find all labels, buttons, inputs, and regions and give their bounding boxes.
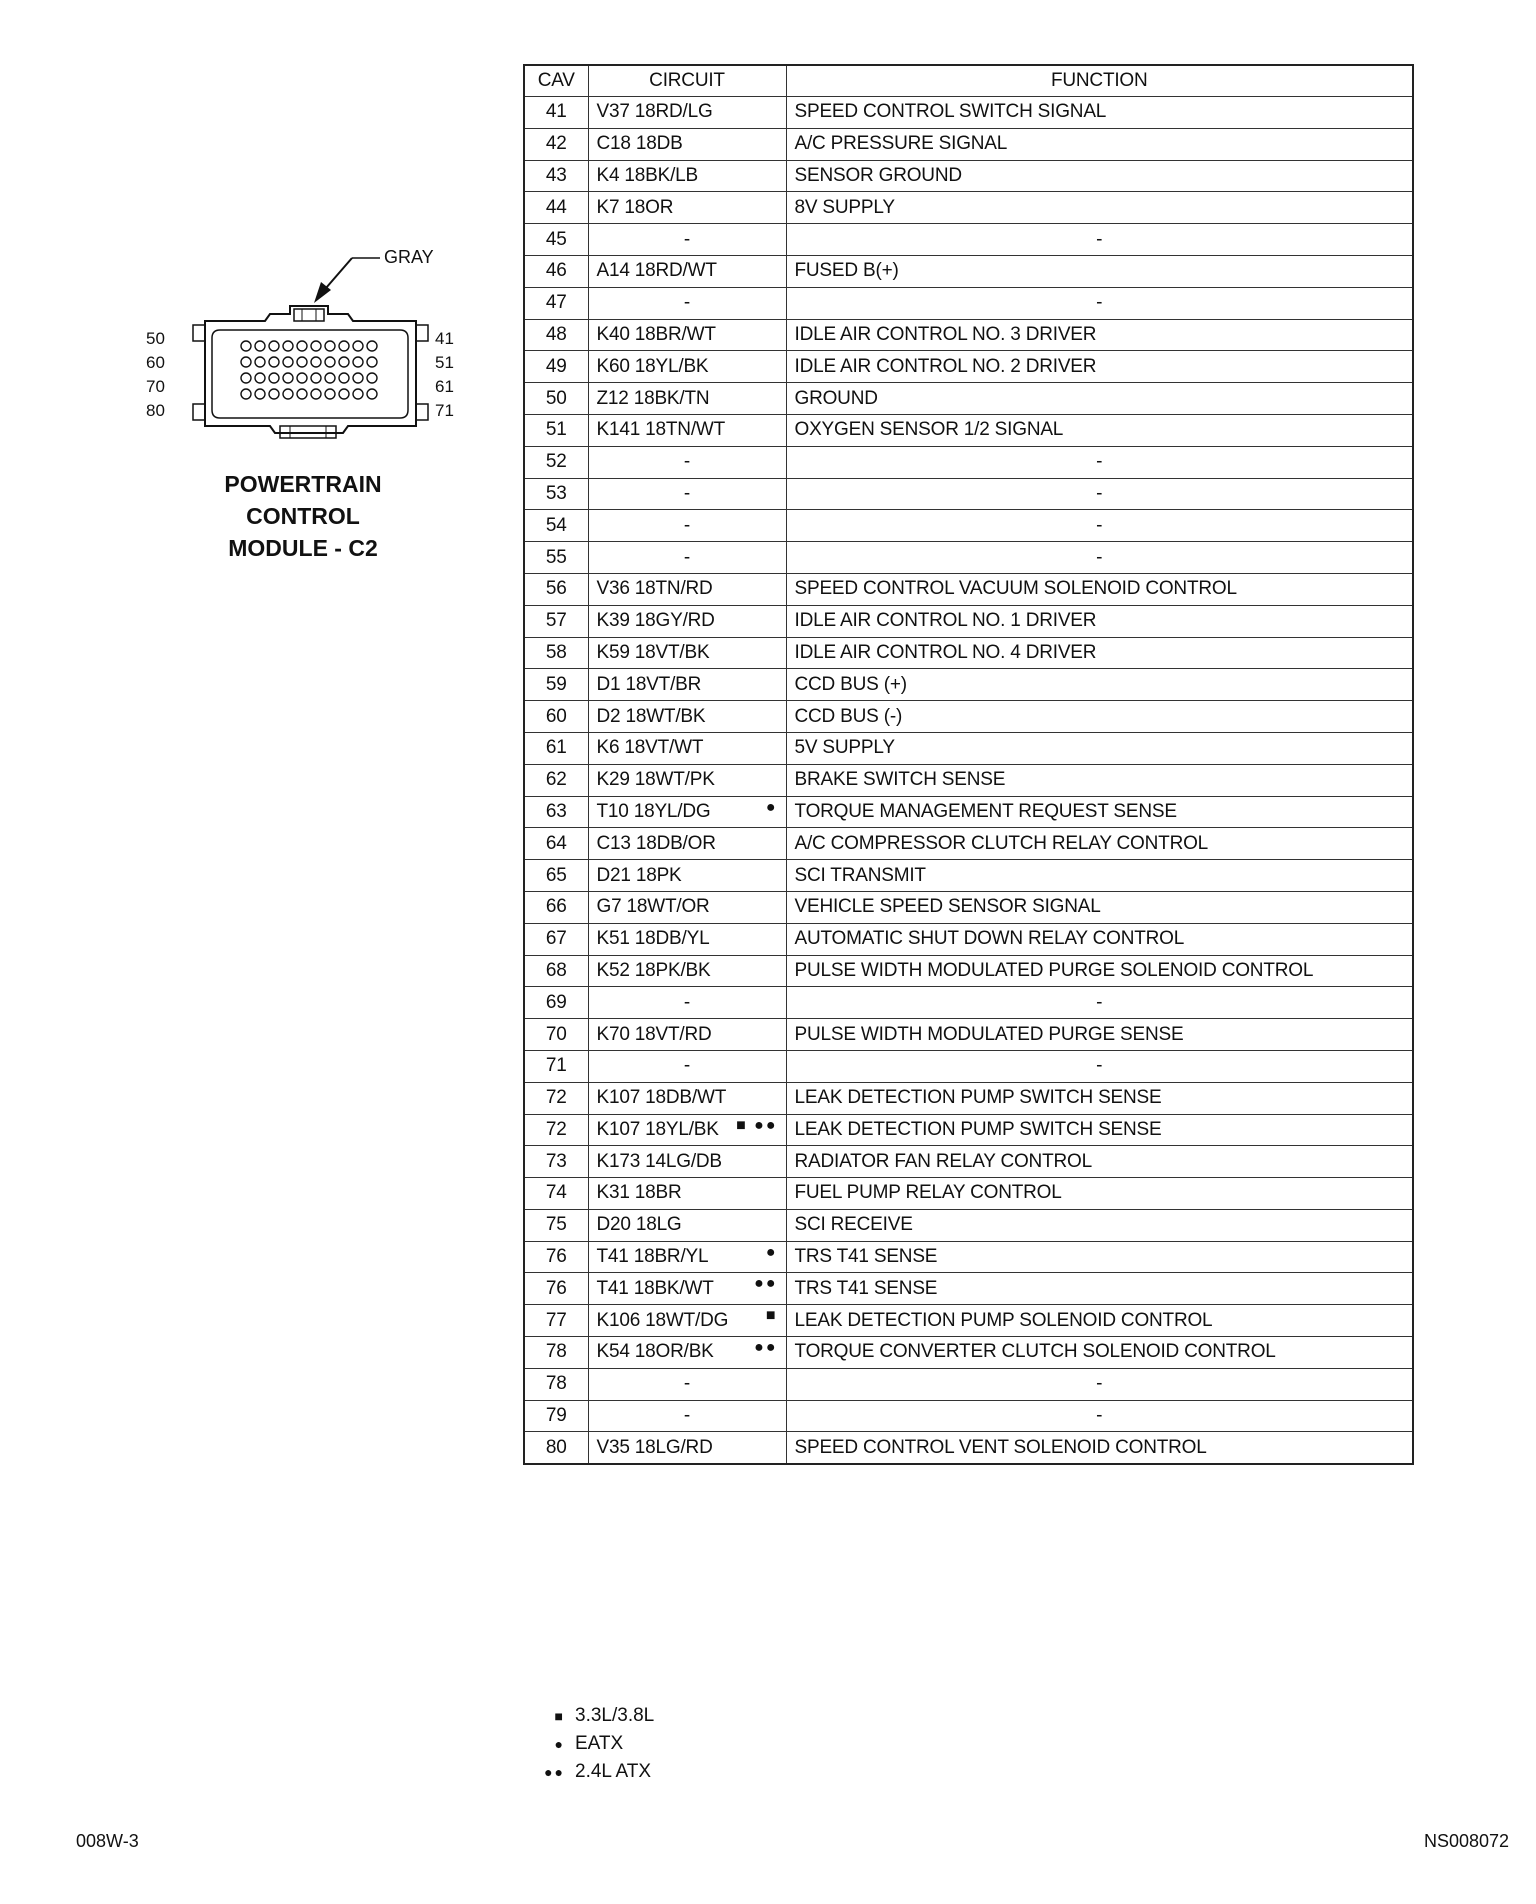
table-row [524, 192, 1413, 224]
legend-item [523, 1758, 654, 1786]
circuit-text: K70 18VT/RD [596, 1023, 712, 1045]
table-row [524, 764, 1413, 796]
double-dot-bullet-icon: ●● [544, 1764, 565, 1780]
table-body [524, 97, 1413, 1465]
circuit-cell [588, 383, 786, 415]
circuit-text: C18 18DB [596, 133, 683, 155]
cav-cell: 46 [524, 255, 588, 287]
connector-pin [353, 373, 363, 383]
circuit-text: D2 18WT/BK [596, 705, 706, 727]
circuit-cell [588, 542, 786, 574]
function-cell: FUSED B(+) [786, 255, 1413, 287]
cav-cell: 75 [524, 1209, 588, 1241]
variant-marker-icon: ●● [754, 1339, 778, 1357]
circuit-text: V35 18LG/RD [596, 1436, 713, 1458]
circuit-text: - [683, 1405, 691, 1427]
connector-pin [255, 389, 265, 399]
circuit-cell [588, 891, 786, 923]
table-row [524, 542, 1413, 574]
function-cell: - [786, 478, 1413, 510]
footer-right-code: NS008072 [1424, 1831, 1510, 1851]
circuit-text: - [683, 1055, 691, 1077]
function-cell: 8V SUPPLY [786, 192, 1413, 224]
cav-cell: 68 [524, 955, 588, 987]
connector-pin [311, 357, 321, 367]
function-cell: TORQUE CONVERTER CLUTCH SOLENOID CONTROL [786, 1337, 1413, 1369]
circuit-cell [588, 351, 786, 383]
connector-pin [241, 389, 251, 399]
cav-cell: 51 [524, 414, 588, 446]
circuit-cell [588, 97, 786, 129]
function-cell: 5V SUPPLY [786, 732, 1413, 764]
circuit-text: D21 18PK [596, 864, 682, 886]
table-row [524, 1368, 1413, 1400]
cav-cell: 54 [524, 510, 588, 542]
cav-cell: 43 [524, 160, 588, 192]
table-row [524, 891, 1413, 923]
table-row [524, 1305, 1413, 1337]
table-row [524, 1082, 1413, 1114]
connector-pin [339, 389, 349, 399]
variant-marker-icon: ● [765, 798, 778, 816]
circuit-text: - [683, 1373, 691, 1395]
function-cell: CCD BUS (+) [786, 669, 1413, 701]
table-row [524, 414, 1413, 446]
table-row [524, 669, 1413, 701]
connector-pin [283, 389, 293, 399]
function-cell: - [786, 446, 1413, 478]
circuit-cell [588, 1019, 786, 1051]
table-row [524, 605, 1413, 637]
table-row [524, 97, 1413, 129]
circuit-cell [588, 1305, 786, 1337]
header-circuit: CIRCUIT [588, 65, 786, 97]
pin-label-80: 80 [146, 401, 165, 420]
function-cell: TRS T41 SENSE [786, 1273, 1413, 1305]
connector-pin [255, 357, 265, 367]
table-row [524, 796, 1413, 828]
cav-cell: 41 [524, 97, 588, 129]
connector-figure [130, 236, 470, 566]
circuit-cell [588, 669, 786, 701]
table-row [524, 478, 1413, 510]
table-row [524, 1050, 1413, 1082]
connector-pin [367, 357, 377, 367]
circuit-text: K60 18YL/BK [596, 355, 709, 377]
function-cell: IDLE AIR CONTROL NO. 2 DRIVER [786, 351, 1413, 383]
circuit-text: K29 18WT/PK [596, 769, 715, 791]
connector-pin [241, 373, 251, 383]
circuit-cell [588, 732, 786, 764]
connector-pin [241, 341, 251, 351]
table-row [524, 637, 1413, 669]
table-row [524, 1432, 1413, 1464]
connector-pin [283, 357, 293, 367]
circuit-cell [588, 192, 786, 224]
function-cell: TORQUE MANAGEMENT REQUEST SENSE [786, 796, 1413, 828]
function-cell: OXYGEN SENSOR 1/2 SIGNAL [786, 414, 1413, 446]
cav-cell: 76 [524, 1241, 588, 1273]
cav-cell: 48 [524, 319, 588, 351]
table-row [524, 1114, 1413, 1146]
circuit-text: V37 18RD/LG [596, 101, 713, 123]
circuit-text: V36 18TN/RD [596, 578, 713, 600]
function-cell: SPEED CONTROL VACUUM SOLENOID CONTROL [786, 573, 1413, 605]
connector-pin [297, 341, 307, 351]
table-row [524, 732, 1413, 764]
circuit-text: K7 18OR [596, 196, 674, 218]
function-cell: IDLE AIR CONTROL NO. 3 DRIVER [786, 319, 1413, 351]
cav-cell: 49 [524, 351, 588, 383]
table-row [524, 1146, 1413, 1178]
table-row [524, 987, 1413, 1019]
cav-cell: 76 [524, 1273, 588, 1305]
function-cell: A/C COMPRESSOR CLUTCH RELAY CONTROL [786, 828, 1413, 860]
circuit-cell [588, 287, 786, 319]
circuit-text: K54 18OR/BK [596, 1341, 714, 1363]
cav-cell: 78 [524, 1337, 588, 1369]
cav-cell: 47 [524, 287, 588, 319]
cav-cell: 63 [524, 796, 588, 828]
table-row [524, 955, 1413, 987]
legend-label: 2.4L ATX [575, 1761, 652, 1782]
variant-marker-icon: ●● [754, 1275, 778, 1293]
cav-cell: 67 [524, 923, 588, 955]
header-cav: CAV [524, 65, 588, 97]
connector-pin [311, 373, 321, 383]
connector-title-line-1: POWERTRAIN [224, 471, 382, 497]
circuit-cell [588, 1400, 786, 1432]
cav-cell: 44 [524, 192, 588, 224]
connector-color-label: GRAY [384, 247, 434, 267]
function-cell: - [786, 542, 1413, 574]
function-cell: - [786, 1368, 1413, 1400]
cav-cell: 58 [524, 637, 588, 669]
circuit-text: T41 18BR/YL [596, 1246, 709, 1268]
cav-cell: 74 [524, 1178, 588, 1210]
table-row [524, 446, 1413, 478]
connector-pin [311, 389, 321, 399]
function-cell: VEHICLE SPEED SENSOR SIGNAL [786, 891, 1413, 923]
circuit-text: T10 18YL/DG [596, 800, 711, 822]
function-cell: - [786, 224, 1413, 256]
table-row [524, 287, 1413, 319]
cav-cell: 80 [524, 1432, 588, 1464]
circuit-cell [588, 796, 786, 828]
function-cell: RADIATOR FAN RELAY CONTROL [786, 1146, 1413, 1178]
legend [523, 1702, 654, 1786]
function-cell: BRAKE SWITCH SENSE [786, 764, 1413, 796]
connector-pin [353, 357, 363, 367]
circuit-text: D1 18VT/BR [596, 673, 702, 695]
table-row [524, 701, 1413, 733]
function-cell: SPEED CONTROL VENT SOLENOID CONTROL [786, 1432, 1413, 1464]
cav-cell: 59 [524, 669, 588, 701]
circuit-text: T41 18BK/WT [596, 1277, 714, 1299]
connector-pin [325, 341, 335, 351]
cav-cell: 50 [524, 383, 588, 415]
connector-pin [325, 373, 335, 383]
circuit-text: K40 18BR/WT [596, 323, 716, 345]
table-row [524, 1337, 1413, 1369]
circuit-cell [588, 1178, 786, 1210]
circuit-text: K107 18DB/WT [596, 1087, 727, 1109]
square-bullet-icon: ■ [554, 1708, 565, 1724]
header-function: FUNCTION [786, 65, 1413, 97]
cav-cell: 73 [524, 1146, 588, 1178]
function-cell: IDLE AIR CONTROL NO. 1 DRIVER [786, 605, 1413, 637]
circuit-cell [588, 1146, 786, 1178]
connector-pin [339, 373, 349, 383]
circuit-cell [588, 1082, 786, 1114]
table-row [524, 1273, 1413, 1305]
connector-pin [311, 341, 321, 351]
circuit-cell [588, 510, 786, 542]
circuit-text: K51 18DB/YL [596, 928, 710, 950]
connector-pin [269, 389, 279, 399]
circuit-text: - [683, 482, 691, 504]
cav-cell: 78 [524, 1368, 588, 1400]
table-row [524, 1209, 1413, 1241]
table-row [524, 255, 1413, 287]
cav-cell: 45 [524, 224, 588, 256]
circuit-cell [588, 128, 786, 160]
circuit-cell [588, 923, 786, 955]
circuit-cell [588, 1209, 786, 1241]
circuit-cell [588, 319, 786, 351]
circuit-text: Z12 18BK/TN [596, 387, 710, 409]
circuit-text: - [683, 991, 691, 1013]
connector-pin [269, 341, 279, 351]
connector-pin [297, 389, 307, 399]
function-cell: SCI TRANSMIT [786, 860, 1413, 892]
function-cell: IDLE AIR CONTROL NO. 4 DRIVER [786, 637, 1413, 669]
circuit-text: C13 18DB/OR [596, 832, 716, 854]
legend-label: 3.3L/3.8L [575, 1705, 655, 1726]
connector-pin [367, 373, 377, 383]
pin-label-50: 50 [146, 329, 165, 348]
table-row [524, 128, 1413, 160]
function-cell: SENSOR GROUND [786, 160, 1413, 192]
table-row [524, 319, 1413, 351]
circuit-text: - [683, 451, 691, 473]
circuit-text: - [683, 514, 691, 536]
table-row [524, 224, 1413, 256]
function-cell: SCI RECEIVE [786, 1209, 1413, 1241]
function-cell: - [786, 510, 1413, 542]
function-cell: AUTOMATIC SHUT DOWN RELAY CONTROL [786, 923, 1413, 955]
function-cell: A/C PRESSURE SIGNAL [786, 128, 1413, 160]
connector-pin [353, 341, 363, 351]
circuit-cell [588, 414, 786, 446]
table-row [524, 160, 1413, 192]
cav-cell: 56 [524, 573, 588, 605]
circuit-cell [588, 987, 786, 1019]
cav-cell: 79 [524, 1400, 588, 1432]
cav-cell: 52 [524, 446, 588, 478]
function-cell: GROUND [786, 383, 1413, 415]
pin-label-61: 61 [435, 377, 454, 396]
circuit-text: D20 18LG [596, 1214, 682, 1236]
pin-label-70: 70 [146, 377, 165, 396]
connector-pin [255, 373, 265, 383]
circuit-cell [588, 1273, 786, 1305]
circuit-cell [588, 1114, 786, 1146]
function-cell: - [786, 1400, 1413, 1432]
footer-left-code: 008W-3 [76, 1831, 139, 1851]
legend-item [523, 1702, 654, 1730]
circuit-cell [588, 446, 786, 478]
table-row [524, 923, 1413, 955]
pinout-table [523, 64, 1414, 1465]
circuit-text: K6 18VT/WT [596, 737, 704, 759]
circuit-cell [588, 478, 786, 510]
circuit-text: K107 18YL/BK [596, 1118, 719, 1140]
function-cell: LEAK DETECTION PUMP SWITCH SENSE [786, 1114, 1413, 1146]
table-header-row [524, 65, 1413, 97]
circuit-text: K31 18BR [596, 1182, 682, 1204]
cav-cell: 62 [524, 764, 588, 796]
circuit-cell [588, 701, 786, 733]
cav-cell: 55 [524, 542, 588, 574]
circuit-cell [588, 573, 786, 605]
function-cell: - [786, 287, 1413, 319]
connector-pin [241, 357, 251, 367]
cav-cell: 72 [524, 1082, 588, 1114]
circuit-cell [588, 860, 786, 892]
table-row [524, 1241, 1413, 1273]
connector-title-line-3: MODULE - C2 [228, 535, 378, 561]
table-row [524, 510, 1413, 542]
function-cell: FUEL PUMP RELAY CONTROL [786, 1178, 1413, 1210]
cav-cell: 42 [524, 128, 588, 160]
connector-pin [325, 357, 335, 367]
circuit-cell [588, 955, 786, 987]
pin-label-71: 71 [435, 401, 454, 420]
function-cell: LEAK DETECTION PUMP SWITCH SENSE [786, 1082, 1413, 1114]
circuit-cell [588, 605, 786, 637]
circuit-cell [588, 637, 786, 669]
circuit-cell [588, 255, 786, 287]
dot-bullet-icon: ● [554, 1736, 565, 1752]
cav-cell: 70 [524, 1019, 588, 1051]
table-row [524, 351, 1413, 383]
table-row [524, 1019, 1413, 1051]
table-row [524, 828, 1413, 860]
function-cell: TRS T41 SENSE [786, 1241, 1413, 1273]
connector-pin [283, 373, 293, 383]
connector-pin [283, 341, 293, 351]
cav-cell: 72 [524, 1114, 588, 1146]
circuit-text: K4 18BK/LB [596, 164, 699, 186]
cav-cell: 64 [524, 828, 588, 860]
connector-pin [269, 357, 279, 367]
circuit-text: A14 18RD/WT [596, 260, 717, 282]
connector-pin [367, 389, 377, 399]
function-cell: LEAK DETECTION PUMP SOLENOID CONTROL [786, 1305, 1413, 1337]
variant-marker-icon: ■ [765, 1307, 778, 1325]
connector-pin [367, 341, 377, 351]
circuit-text: - [683, 292, 691, 314]
cav-cell: 65 [524, 860, 588, 892]
function-cell: CCD BUS (-) [786, 701, 1413, 733]
circuit-cell [588, 224, 786, 256]
circuit-cell [588, 1337, 786, 1369]
circuit-text: - [683, 228, 691, 250]
cav-cell: 57 [524, 605, 588, 637]
connector-pin [297, 373, 307, 383]
table-row [524, 573, 1413, 605]
cav-cell: 71 [524, 1050, 588, 1082]
connector-pin-grid [241, 341, 377, 399]
circuit-text: - [683, 546, 691, 568]
variant-marker-icon: ■ ●● [736, 1116, 778, 1134]
circuit-cell [588, 1050, 786, 1082]
connector-pin [339, 341, 349, 351]
connector-pin [255, 341, 265, 351]
function-cell: - [786, 987, 1413, 1019]
connector-pin [339, 357, 349, 367]
table-row [524, 383, 1413, 415]
connector-pin [325, 389, 335, 399]
circuit-cell [588, 1368, 786, 1400]
pin-label-41: 41 [435, 329, 454, 348]
circuit-text: K141 18TN/WT [596, 419, 726, 441]
cav-cell: 60 [524, 701, 588, 733]
connector-pin [353, 389, 363, 399]
table-row [524, 1400, 1413, 1432]
function-cell: - [786, 1050, 1413, 1082]
circuit-text: G7 18WT/OR [596, 896, 710, 918]
table-row [524, 1178, 1413, 1210]
connector-pin [269, 373, 279, 383]
circuit-cell [588, 160, 786, 192]
circuit-cell [588, 1432, 786, 1464]
circuit-cell [588, 828, 786, 860]
circuit-cell [588, 1241, 786, 1273]
function-cell: SPEED CONTROL SWITCH SIGNAL [786, 97, 1413, 129]
legend-label: EATX [575, 1733, 624, 1754]
connector-title [188, 468, 418, 564]
variant-marker-icon: ● [765, 1243, 778, 1261]
pin-label-60: 60 [146, 353, 165, 372]
cav-cell: 53 [524, 478, 588, 510]
connector-title-line-2: CONTROL [246, 503, 360, 529]
connector-pin [297, 357, 307, 367]
circuit-text: K106 18WT/DG [596, 1309, 729, 1331]
legend-item [523, 1730, 654, 1758]
pin-label-51: 51 [435, 353, 454, 372]
cav-cell: 69 [524, 987, 588, 1019]
table-row [524, 860, 1413, 892]
circuit-text: K39 18GY/RD [596, 610, 715, 632]
function-cell: PULSE WIDTH MODULATED PURGE SOLENOID CONTROL [786, 955, 1413, 987]
circuit-text: K173 14LG/DB [596, 1150, 722, 1172]
function-cell: PULSE WIDTH MODULATED PURGE SENSE [786, 1019, 1413, 1051]
circuit-text: K52 18PK/BK [596, 959, 711, 981]
cav-cell: 77 [524, 1305, 588, 1337]
cav-cell: 61 [524, 732, 588, 764]
cav-cell: 66 [524, 891, 588, 923]
circuit-cell [588, 764, 786, 796]
circuit-text: K59 18VT/BK [596, 641, 710, 663]
